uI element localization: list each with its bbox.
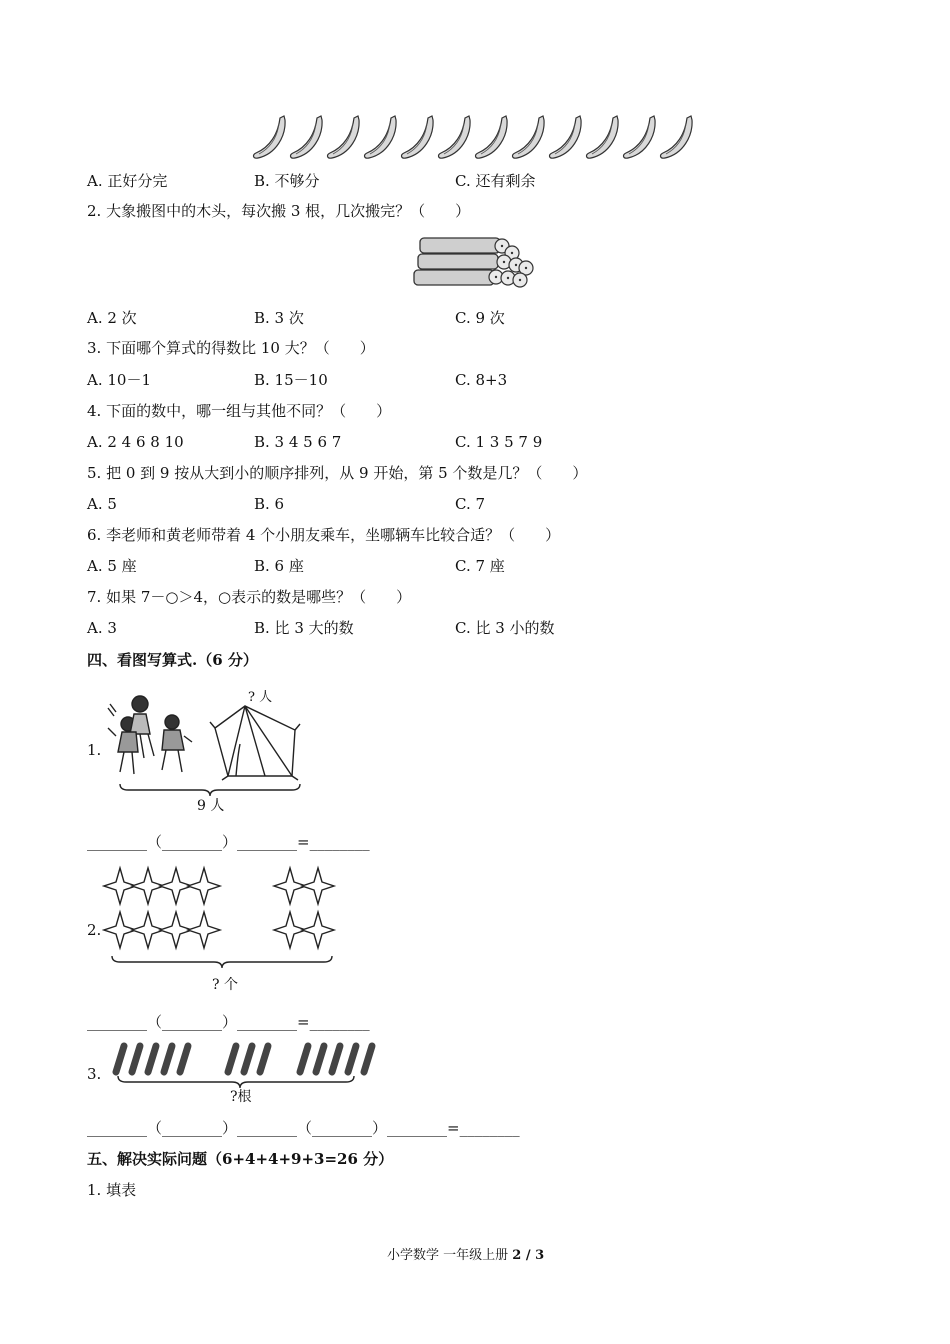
q3-option-b: B. 15－10	[254, 371, 328, 389]
q5-option-a: A. 5	[87, 495, 117, 513]
section5-item1: 1. 填表	[87, 1181, 137, 1199]
q3-stem: 3. 下面哪个算式的得数比 10 大？（ ）	[87, 339, 375, 357]
sticks-picture	[102, 1040, 377, 1090]
section4-title: 四、看图写算式.（6 分）	[87, 651, 258, 669]
q7-option-c: C. 比 3 小的数	[455, 619, 555, 637]
q6-stem: 6. 李老师和黄老师带着 4 个小朋友乘车，坐哪辆车比较合适？（ ）	[87, 526, 561, 544]
q2-option-c: C. 9 次	[455, 309, 505, 327]
q7-option-b: B. 比 3 大的数	[254, 619, 354, 637]
s4-item2-number: 2.	[87, 921, 102, 939]
s4-item3-number: 3.	[87, 1065, 102, 1083]
footer-text: 小学数学 一年级上册	[387, 1248, 513, 1263]
s4-item1-top-label: ? 人	[248, 690, 273, 705]
q2-stem: 2. 大象搬图中的木头，每次搬 3 根，几次搬完？（ ）	[87, 202, 471, 220]
s4-item3-formula: ________（________）________（________）________=________	[87, 1119, 520, 1137]
q6-option-b: B. 6 座	[254, 557, 304, 575]
q4-stem: 4. 下面的数中，哪一组与其他不同？（ ）	[87, 402, 392, 420]
page-number: 2 / 3	[512, 1248, 545, 1263]
q1-option-b: B. 不够分	[254, 172, 320, 190]
q6-option-c: C. 7 座	[455, 557, 505, 575]
q7-stem: 7. 如果 7－○＞4，○表示的数是哪些？（ ）	[87, 588, 412, 606]
q4-option-b: B. 3 4 5 6 7	[254, 433, 342, 451]
s4-item1-formula: ________（________）________=________	[87, 833, 370, 851]
children-and-tent-picture	[100, 688, 310, 788]
stars-picture	[102, 864, 342, 970]
q1-option-c: C. 还有剩余	[455, 172, 536, 190]
page-footer	[387, 1246, 544, 1266]
s4-item1-bottom-label: 9 人	[197, 798, 225, 814]
bananas-picture	[250, 114, 700, 164]
q6-option-a: A. 5 座	[87, 557, 137, 575]
section5-title: 五、解决实际问题（6+4+4+9+3=26 分）	[87, 1150, 394, 1168]
q5-stem: 5. 把 0 到 9 按从大到小的顺序排列，从 9 开始，第 5 个数是几？（ ）	[87, 464, 588, 482]
q1-option-a: A. 正好分完	[87, 172, 168, 190]
s4-item3-bottom-label: ?根	[230, 1089, 252, 1105]
q2-option-a: A. 2 次	[87, 309, 137, 327]
q5-option-b: B. 6	[254, 495, 285, 513]
q7-option-a: A. 3	[87, 619, 117, 637]
q5-option-c: C. 7	[455, 495, 486, 513]
s4-item2-bottom-label: ? 个	[212, 977, 238, 993]
q4-option-c: C. 1 3 5 7 9	[455, 433, 543, 451]
q4-option-a: A. 2 4 6 8 10	[87, 433, 184, 451]
q3-option-a: A. 10－1	[87, 371, 151, 389]
logs-picture	[410, 234, 535, 296]
s4-item2-formula: ________（________）________=________	[87, 1013, 370, 1031]
q3-option-c: C. 8+3	[455, 371, 508, 389]
q2-option-b: B. 3 次	[254, 309, 304, 327]
s4-item1-number: 1.	[87, 741, 102, 759]
